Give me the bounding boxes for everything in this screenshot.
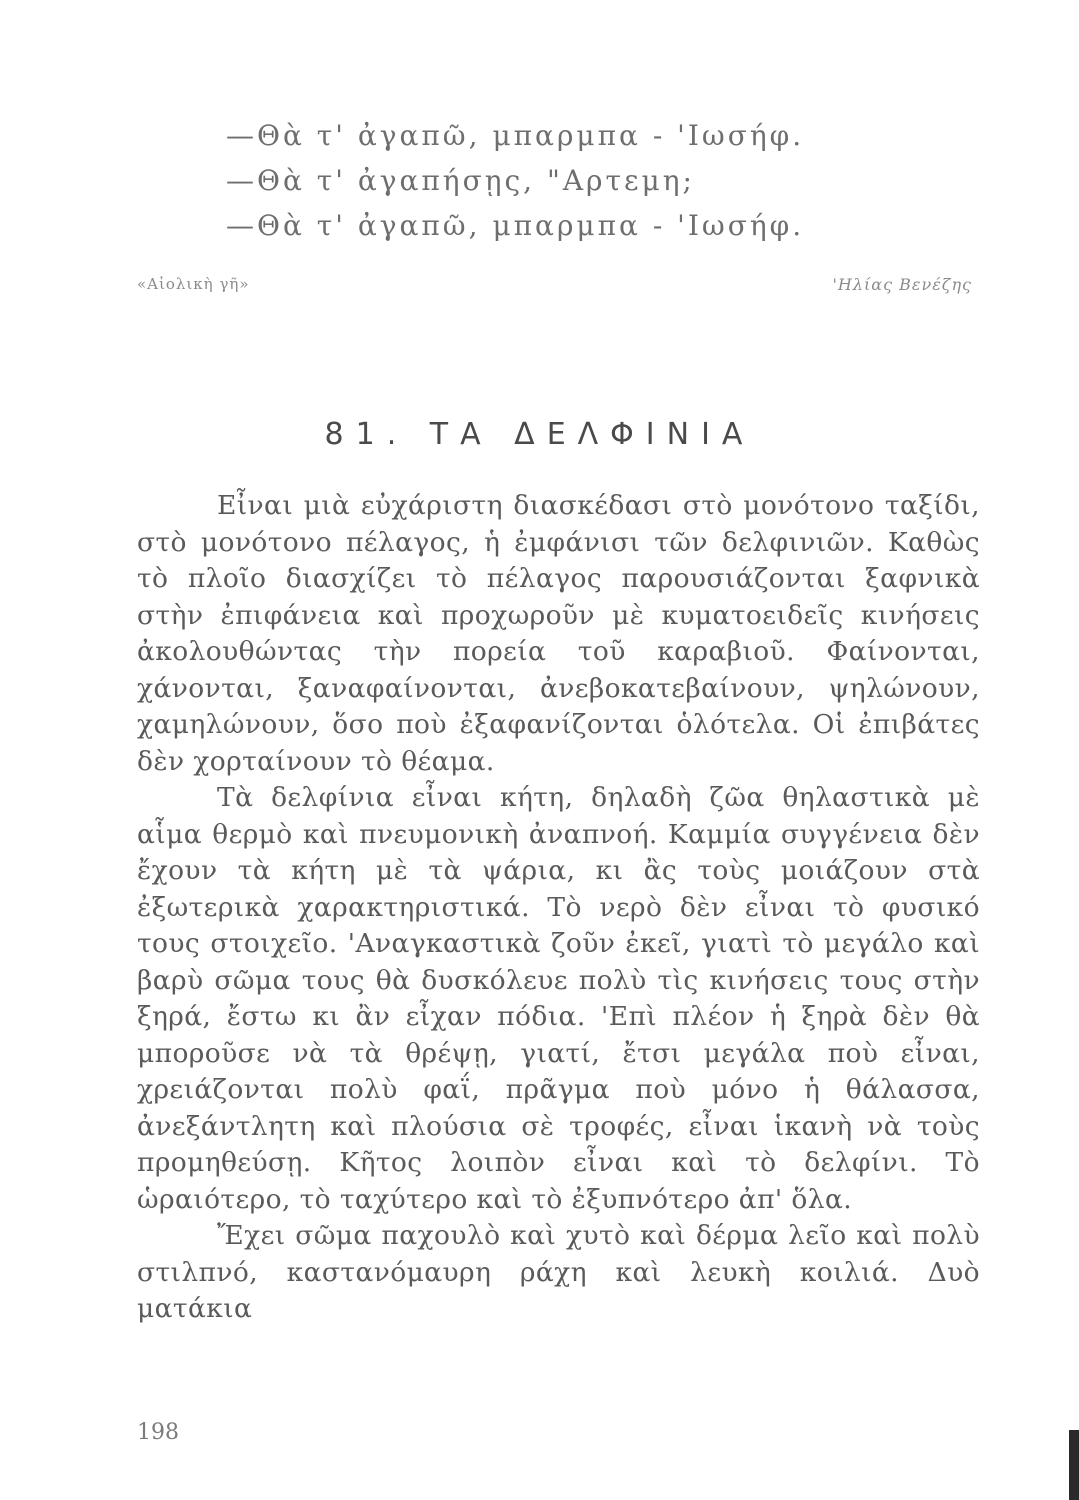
page-number: 198: [137, 1420, 179, 1445]
poem-line-1: —Θὰ τ' ἀγαπῶ, μπαρμπα - 'Ιωσήφ.: [226, 119, 805, 152]
paragraph-2: Τὰ δελφίνια εἶναι κήτη, δηλαδὴ ζῶα θηλαστικὰ μὲ αἷμα θερμὸ καὶ πνευμονικὴ ἀναπνοή. Καμμία συγγένεια δὲν ἔχουν τὰ κήτη μὲ τὰ ψάρια, κι ἂς τοὺς μοιάζουν στὰ ἐξωτερικὰ χαρακτηριστικά. Τὸ νερὸ δὲν εἶναι τὸ φυσικό τους στοιχεῖο. 'Αναγκαστικὰ ζοῦν ἐκεῖ, γιατὶ τὸ μεγάλο καὶ βαρὺ σῶμα τους θὰ δυσκόλευε πολὺ τὶς κινήσεις τους στὴν ξηρά, ἔστω κι ἂν εἶχαν πόδια. 'Επὶ πλέον ἡ ξηρὰ δὲν θὰ μποροῦσε νὰ τὰ θρέψῃ, γιατί, ἔτσι μεγάλα ποὺ εἶναι, χρειάζονται πολὺ φαΐ, πρᾶγμα ποὺ μόνο ἡ θάλασσα, ἀνεξάντλητη καὶ πλούσια σὲ τροφές, εἶναι ἱκανὴ νὰ τοὺς προμηθεύσῃ. Κῆτος λοιπὸν εἶναι καὶ τὸ δελφίνι. Τὸ ὡραιότερο, τὸ ταχύτερο καὶ τὸ ἐξυπνότερο ἀπ' ὅλα.: [137, 782, 980, 1215]
paragraph-3: Ἔχει σῶμα παχουλὸ καὶ χυτὸ καὶ δέρμα λεῖο καὶ πολὺ στιλπνό, καστανόμαυρη ράχη καὶ λευκὴ κοιλιά. Δυὸ ματάκια: [137, 1220, 980, 1324]
chapter-body: [137, 488, 980, 1328]
poem-line-3: —Θὰ τ' ἀγαπῶ, μπαρμπα - 'Ιωσήφ.: [226, 209, 805, 242]
chapter-title: 81. ΤΑ ΔΕΛΦΙΝΙΑ: [324, 417, 755, 452]
poem-line-2: —Θὰ τ' ἀγαπήσῃς, "Αρτεμη;: [226, 164, 695, 197]
poem-source: «Αἰολικὴ γῆ»: [137, 275, 250, 293]
page-edge-mark: [1069, 1430, 1079, 1500]
poem-author: 'Ηλίας Βενέζης: [832, 275, 972, 294]
paragraph-1: Εἶναι μιὰ εὐχάριστη διασκέδασι στὸ μονότονο ταξίδι, στὸ μονότονο πέλαγος, ἡ ἐμφάνισι τῶν δελφινιῶν. Καθὼς τὸ πλοῖο διασχίζει τὸ πέλαγος παρουσιάζονται ξαφνικὰ στὴν ἐπιφάνεια καὶ προχωροῦν μὲ κυματοειδεῖς κινήσεις ἀκολουθώντας τὴν πορεία τοῦ καραβιοῦ. Φαίνονται, χάνονται, ξαναφαίνονται, ἀνεβοκατεβαίνουν, ψηλώνουν, χαμηλώνουν, ὅσο ποὺ ἐξαφανίζονται ὁλότελα. Οἱ ἐπιβάτες δὲν χορταίνουν τὸ θέαμα.: [137, 490, 980, 777]
